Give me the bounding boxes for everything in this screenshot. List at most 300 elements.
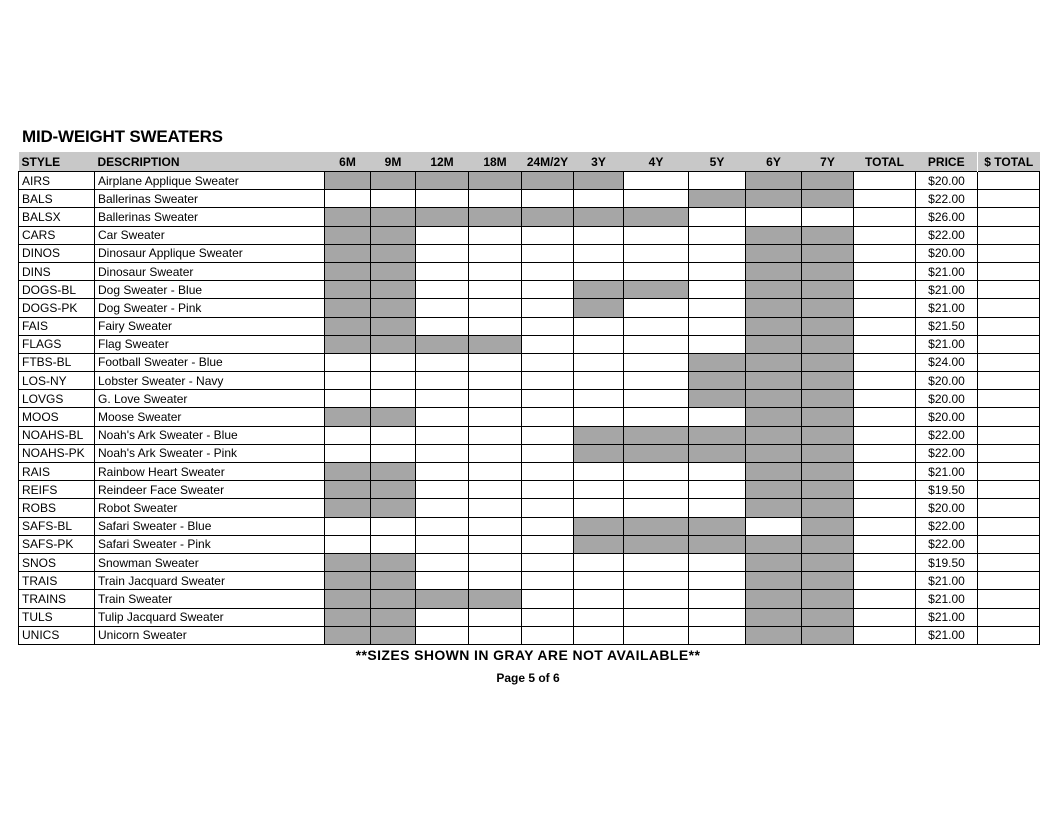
size-quantity-cell[interactable] [574, 226, 624, 244]
size-cell-unavailable [469, 335, 522, 353]
size-quantity-cell[interactable] [624, 608, 689, 626]
size-quantity-cell[interactable] [624, 335, 689, 353]
dollar-total-cell[interactable] [978, 317, 1040, 335]
size-quantity-cell[interactable] [469, 226, 522, 244]
size-quantity-cell[interactable] [416, 244, 469, 262]
price-cell: $21.00 [916, 262, 978, 280]
size-quantity-cell[interactable] [325, 390, 371, 408]
size-quantity-cell[interactable] [416, 481, 469, 499]
size-quantity-cell[interactable] [624, 626, 689, 644]
total-cell[interactable] [854, 335, 916, 353]
size-quantity-cell[interactable] [624, 408, 689, 426]
style-code-cell: SAFS-PK [19, 535, 95, 553]
size-cell-unavailable [325, 299, 371, 317]
size-quantity-cell[interactable] [624, 590, 689, 608]
description-cell: Lobster Sweater - Navy [95, 372, 325, 390]
total-cell[interactable] [854, 626, 916, 644]
size-quantity-cell[interactable] [624, 390, 689, 408]
size-quantity-cell[interactable] [469, 535, 522, 553]
size-quantity-cell[interactable] [522, 353, 574, 371]
total-cell[interactable] [854, 226, 916, 244]
price-cell: $21.00 [916, 608, 978, 626]
table-row [19, 281, 1040, 299]
size-cell-unavailable [325, 572, 371, 590]
size-quantity-cell[interactable] [416, 190, 469, 208]
price-cell: $21.00 [916, 463, 978, 481]
size-quantity-cell[interactable] [469, 281, 522, 299]
size-quantity-cell[interactable] [574, 608, 624, 626]
total-cell[interactable] [854, 444, 916, 462]
size-cell-unavailable [325, 226, 371, 244]
style-code-cell: TRAINS [19, 590, 95, 608]
size-quantity-cell[interactable] [689, 226, 746, 244]
size-cell-unavailable [689, 517, 746, 535]
size-quantity-cell[interactable] [574, 626, 624, 644]
dollar-total-cell[interactable] [978, 244, 1040, 262]
size-quantity-cell[interactable] [469, 426, 522, 444]
size-quantity-cell[interactable] [522, 426, 574, 444]
size-cell-unavailable [371, 590, 416, 608]
size-cell-unavailable [746, 190, 802, 208]
dollar-total-cell[interactable] [978, 572, 1040, 590]
size-quantity-cell[interactable] [574, 262, 624, 280]
size-quantity-cell[interactable] [574, 572, 624, 590]
size-quantity-cell[interactable] [325, 372, 371, 390]
size-quantity-cell[interactable] [689, 299, 746, 317]
size-quantity-cell[interactable] [522, 535, 574, 553]
total-cell[interactable] [854, 553, 916, 571]
style-code-cell: ROBS [19, 499, 95, 517]
size-quantity-cell[interactable] [416, 226, 469, 244]
description-cell: Dinosaur Applique Sweater [95, 244, 325, 262]
header-size-6y: 6Y [746, 152, 802, 172]
dollar-total-cell[interactable] [978, 517, 1040, 535]
dollar-total-cell[interactable] [978, 390, 1040, 408]
size-quantity-cell[interactable] [416, 572, 469, 590]
size-cell-unavailable [746, 317, 802, 335]
dollar-total-cell[interactable] [978, 190, 1040, 208]
size-quantity-cell[interactable] [469, 390, 522, 408]
header-size-24m2y: 24M/2Y [522, 152, 574, 172]
size-quantity-cell[interactable] [689, 281, 746, 299]
size-quantity-cell[interactable] [624, 262, 689, 280]
size-quantity-cell[interactable] [371, 353, 416, 371]
size-quantity-cell[interactable] [624, 372, 689, 390]
size-cell-unavailable [746, 463, 802, 481]
size-quantity-cell[interactable] [416, 426, 469, 444]
total-cell[interactable] [854, 463, 916, 481]
size-quantity-cell[interactable] [746, 517, 802, 535]
size-quantity-cell[interactable] [416, 281, 469, 299]
dollar-total-cell[interactable] [978, 463, 1040, 481]
size-quantity-cell[interactable] [522, 499, 574, 517]
size-quantity-cell[interactable] [522, 444, 574, 462]
dollar-total-cell[interactable] [978, 499, 1040, 517]
size-quantity-cell[interactable] [469, 444, 522, 462]
size-quantity-cell[interactable] [689, 481, 746, 499]
description-cell: Moose Sweater [95, 408, 325, 426]
size-quantity-cell[interactable] [689, 335, 746, 353]
style-code-cell: DINS [19, 262, 95, 280]
size-quantity-cell[interactable] [469, 499, 522, 517]
size-cell-unavailable [371, 317, 416, 335]
size-quantity-cell[interactable] [522, 190, 574, 208]
size-quantity-cell[interactable] [416, 608, 469, 626]
size-quantity-cell[interactable] [522, 317, 574, 335]
size-quantity-cell[interactable] [416, 535, 469, 553]
size-quantity-cell[interactable] [689, 572, 746, 590]
size-cell-unavailable [746, 372, 802, 390]
style-code-cell: BALS [19, 190, 95, 208]
size-cell-unavailable [325, 553, 371, 571]
size-quantity-cell[interactable] [689, 553, 746, 571]
price-cell: $26.00 [916, 208, 978, 226]
size-cell-unavailable [802, 517, 854, 535]
size-quantity-cell[interactable] [469, 244, 522, 262]
size-quantity-cell[interactable] [469, 481, 522, 499]
size-cell-unavailable [746, 335, 802, 353]
size-quantity-cell[interactable] [371, 190, 416, 208]
price-cell: $21.00 [916, 590, 978, 608]
size-cell-unavailable [325, 281, 371, 299]
size-quantity-cell[interactable] [325, 353, 371, 371]
size-cell-unavailable [371, 572, 416, 590]
size-quantity-cell[interactable] [689, 408, 746, 426]
size-quantity-cell[interactable] [624, 481, 689, 499]
total-cell[interactable] [854, 426, 916, 444]
size-quantity-cell[interactable] [522, 481, 574, 499]
total-cell[interactable] [854, 499, 916, 517]
size-quantity-cell[interactable] [522, 281, 574, 299]
size-quantity-cell[interactable] [522, 226, 574, 244]
description-cell: Unicorn Sweater [95, 626, 325, 644]
dollar-total-cell[interactable] [978, 172, 1040, 190]
size-quantity-cell[interactable] [522, 408, 574, 426]
size-quantity-cell[interactable] [469, 553, 522, 571]
table-row [19, 590, 1040, 608]
size-quantity-cell[interactable] [469, 299, 522, 317]
size-quantity-cell[interactable] [522, 608, 574, 626]
size-quantity-cell[interactable] [469, 262, 522, 280]
size-quantity-cell[interactable] [416, 517, 469, 535]
description-cell: Robot Sweater [95, 499, 325, 517]
header-size-6m: 6M [325, 152, 371, 172]
size-quantity-cell[interactable] [469, 408, 522, 426]
total-cell[interactable] [854, 390, 916, 408]
size-quantity-cell[interactable] [416, 626, 469, 644]
size-quantity-cell[interactable] [574, 190, 624, 208]
total-cell[interactable] [854, 190, 916, 208]
size-cell-unavailable [689, 426, 746, 444]
size-quantity-cell[interactable] [624, 463, 689, 481]
dollar-total-cell[interactable] [978, 444, 1040, 462]
size-quantity-cell[interactable] [416, 317, 469, 335]
size-quantity-cell[interactable] [624, 353, 689, 371]
size-quantity-cell[interactable] [746, 208, 802, 226]
total-cell[interactable] [854, 262, 916, 280]
size-quantity-cell[interactable] [325, 517, 371, 535]
size-quantity-cell[interactable] [574, 481, 624, 499]
size-quantity-cell[interactable] [371, 517, 416, 535]
size-quantity-cell[interactable] [416, 553, 469, 571]
size-quantity-cell[interactable] [574, 390, 624, 408]
size-quantity-cell[interactable] [522, 244, 574, 262]
dollar-total-cell[interactable] [978, 626, 1040, 644]
size-quantity-cell[interactable] [469, 372, 522, 390]
total-cell[interactable] [854, 481, 916, 499]
size-cell-unavailable [371, 626, 416, 644]
size-quantity-cell[interactable] [371, 444, 416, 462]
size-quantity-cell[interactable] [574, 463, 624, 481]
size-quantity-cell[interactable] [469, 517, 522, 535]
size-quantity-cell[interactable] [469, 626, 522, 644]
size-cell-unavailable [746, 172, 802, 190]
size-cell-unavailable [371, 262, 416, 280]
size-quantity-cell[interactable] [469, 317, 522, 335]
price-cell: $22.00 [916, 190, 978, 208]
size-quantity-cell[interactable] [574, 499, 624, 517]
table-row [19, 572, 1040, 590]
size-quantity-cell[interactable] [469, 353, 522, 371]
total-cell[interactable] [854, 281, 916, 299]
size-cell-unavailable [802, 499, 854, 517]
size-quantity-cell[interactable] [689, 463, 746, 481]
size-cell-unavailable [746, 281, 802, 299]
size-quantity-cell[interactable] [689, 244, 746, 262]
table-row [19, 226, 1040, 244]
dollar-total-cell[interactable] [978, 481, 1040, 499]
total-cell[interactable] [854, 535, 916, 553]
size-quantity-cell[interactable] [689, 262, 746, 280]
header-description: DESCRIPTION [95, 152, 325, 172]
dollar-total-cell[interactable] [978, 408, 1040, 426]
table-row [19, 535, 1040, 553]
size-quantity-cell[interactable] [624, 244, 689, 262]
size-cell-unavailable [325, 408, 371, 426]
size-quantity-cell[interactable] [416, 299, 469, 317]
dollar-total-cell[interactable] [978, 535, 1040, 553]
size-quantity-cell[interactable] [416, 372, 469, 390]
dollar-total-cell[interactable] [978, 553, 1040, 571]
table-row [19, 335, 1040, 353]
size-cell-unavailable [574, 281, 624, 299]
price-cell: $19.50 [916, 481, 978, 499]
total-cell[interactable] [854, 353, 916, 371]
price-cell: $24.00 [916, 353, 978, 371]
size-quantity-cell[interactable] [416, 499, 469, 517]
size-quantity-cell[interactable] [624, 553, 689, 571]
size-cell-unavailable [746, 590, 802, 608]
price-cell: $20.00 [916, 172, 978, 190]
size-quantity-cell[interactable] [624, 172, 689, 190]
style-code-cell: SAFS-BL [19, 517, 95, 535]
size-quantity-cell[interactable] [371, 535, 416, 553]
page-title: MID-WEIGHT SWEATERS [22, 127, 223, 146]
size-quantity-cell[interactable] [325, 190, 371, 208]
size-cell-unavailable [574, 208, 624, 226]
style-code-cell: RAIS [19, 463, 95, 481]
size-quantity-cell[interactable] [689, 317, 746, 335]
size-quantity-cell[interactable] [416, 444, 469, 462]
table-row [19, 262, 1040, 280]
total-cell[interactable] [854, 408, 916, 426]
size-quantity-cell[interactable] [522, 299, 574, 317]
size-quantity-cell[interactable] [469, 190, 522, 208]
style-code-cell: TULS [19, 608, 95, 626]
style-code-cell: LOVGS [19, 390, 95, 408]
size-quantity-cell[interactable] [624, 190, 689, 208]
style-code-cell: DOGS-PK [19, 299, 95, 317]
size-quantity-cell[interactable] [689, 590, 746, 608]
dollar-total-cell[interactable] [978, 226, 1040, 244]
size-quantity-cell[interactable] [522, 517, 574, 535]
size-quantity-cell[interactable] [574, 244, 624, 262]
size-quantity-cell[interactable] [574, 317, 624, 335]
size-quantity-cell[interactable] [325, 426, 371, 444]
dollar-total-cell[interactable] [978, 426, 1040, 444]
size-quantity-cell[interactable] [371, 390, 416, 408]
price-cell: $21.00 [916, 281, 978, 299]
dollar-total-cell[interactable] [978, 608, 1040, 626]
size-cell-unavailable [469, 172, 522, 190]
table-row [19, 517, 1040, 535]
size-quantity-cell[interactable] [689, 626, 746, 644]
size-quantity-cell[interactable] [416, 262, 469, 280]
dollar-total-cell[interactable] [978, 262, 1040, 280]
total-cell[interactable] [854, 244, 916, 262]
size-quantity-cell[interactable] [522, 553, 574, 571]
size-cell-unavailable [325, 244, 371, 262]
price-cell: $20.00 [916, 244, 978, 262]
size-quantity-cell[interactable] [574, 408, 624, 426]
header-size-5y: 5Y [689, 152, 746, 172]
dollar-total-cell[interactable] [978, 281, 1040, 299]
size-cell-unavailable [746, 353, 802, 371]
size-cell-unavailable [689, 535, 746, 553]
size-quantity-cell[interactable] [802, 208, 854, 226]
size-quantity-cell[interactable] [522, 335, 574, 353]
total-cell[interactable] [854, 299, 916, 317]
size-quantity-cell[interactable] [469, 572, 522, 590]
dollar-total-cell[interactable] [978, 335, 1040, 353]
total-cell[interactable] [854, 608, 916, 626]
size-cell-unavailable [325, 481, 371, 499]
style-code-cell: DOGS-BL [19, 281, 95, 299]
size-quantity-cell[interactable] [689, 608, 746, 626]
size-quantity-cell[interactable] [416, 463, 469, 481]
size-quantity-cell[interactable] [522, 390, 574, 408]
total-cell[interactable] [854, 372, 916, 390]
size-quantity-cell[interactable] [522, 626, 574, 644]
size-cell-unavailable [325, 463, 371, 481]
header-size-18m: 18M [469, 152, 522, 172]
size-cell-unavailable [624, 535, 689, 553]
size-quantity-cell[interactable] [469, 608, 522, 626]
size-quantity-cell[interactable] [416, 353, 469, 371]
size-cell-unavailable [624, 444, 689, 462]
total-cell[interactable] [854, 590, 916, 608]
size-quantity-cell[interactable] [416, 390, 469, 408]
size-quantity-cell[interactable] [574, 353, 624, 371]
size-quantity-cell[interactable] [689, 172, 746, 190]
size-cell-unavailable [689, 372, 746, 390]
size-quantity-cell[interactable] [574, 590, 624, 608]
size-quantity-cell[interactable] [574, 553, 624, 571]
size-quantity-cell[interactable] [689, 499, 746, 517]
size-cell-unavailable [371, 299, 416, 317]
size-cell-unavailable [574, 426, 624, 444]
dollar-total-cell[interactable] [978, 208, 1040, 226]
size-quantity-cell[interactable] [574, 335, 624, 353]
total-cell[interactable] [854, 208, 916, 226]
size-quantity-cell[interactable] [522, 372, 574, 390]
style-code-cell: LOS-NY [19, 372, 95, 390]
size-quantity-cell[interactable] [624, 226, 689, 244]
size-quantity-cell[interactable] [522, 463, 574, 481]
size-quantity-cell[interactable] [469, 463, 522, 481]
total-cell[interactable] [854, 172, 916, 190]
style-code-cell: NOAHS-BL [19, 426, 95, 444]
size-cell-unavailable [746, 262, 802, 280]
size-cell-unavailable [325, 172, 371, 190]
size-quantity-cell[interactable] [325, 444, 371, 462]
table-row [19, 353, 1040, 371]
dollar-total-cell[interactable] [978, 299, 1040, 317]
size-cell-unavailable [371, 408, 416, 426]
size-quantity-cell[interactable] [624, 499, 689, 517]
size-quantity-cell[interactable] [522, 262, 574, 280]
size-cell-unavailable [802, 572, 854, 590]
size-quantity-cell[interactable] [624, 299, 689, 317]
size-cell-unavailable [802, 463, 854, 481]
size-cell-unavailable [802, 608, 854, 626]
size-quantity-cell[interactable] [624, 317, 689, 335]
table-row [19, 299, 1040, 317]
description-cell: Safari Sweater - Pink [95, 535, 325, 553]
size-quantity-cell[interactable] [371, 426, 416, 444]
dollar-total-cell[interactable] [978, 590, 1040, 608]
size-cell-unavailable [802, 353, 854, 371]
size-quantity-cell[interactable] [325, 535, 371, 553]
total-cell[interactable] [854, 572, 916, 590]
size-quantity-cell[interactable] [522, 590, 574, 608]
size-cell-unavailable [802, 590, 854, 608]
size-quantity-cell[interactable] [624, 572, 689, 590]
size-quantity-cell[interactable] [416, 408, 469, 426]
size-cell-unavailable [802, 226, 854, 244]
size-quantity-cell[interactable] [689, 208, 746, 226]
total-cell[interactable] [854, 317, 916, 335]
size-quantity-cell[interactable] [371, 372, 416, 390]
price-cell: $21.00 [916, 626, 978, 644]
size-cell-unavailable [689, 190, 746, 208]
size-cell-unavailable [371, 335, 416, 353]
dollar-total-cell[interactable] [978, 372, 1040, 390]
table-row [19, 372, 1040, 390]
size-cell-unavailable [325, 590, 371, 608]
size-cell-unavailable [746, 481, 802, 499]
size-quantity-cell[interactable] [522, 572, 574, 590]
size-cell-unavailable [574, 299, 624, 317]
size-cell-unavailable [746, 553, 802, 571]
table-row [19, 208, 1040, 226]
size-quantity-cell[interactable] [574, 372, 624, 390]
price-cell: $20.00 [916, 408, 978, 426]
dollar-total-cell[interactable] [978, 353, 1040, 371]
size-cell-unavailable [325, 499, 371, 517]
total-cell[interactable] [854, 517, 916, 535]
size-cell-unavailable [325, 208, 371, 226]
